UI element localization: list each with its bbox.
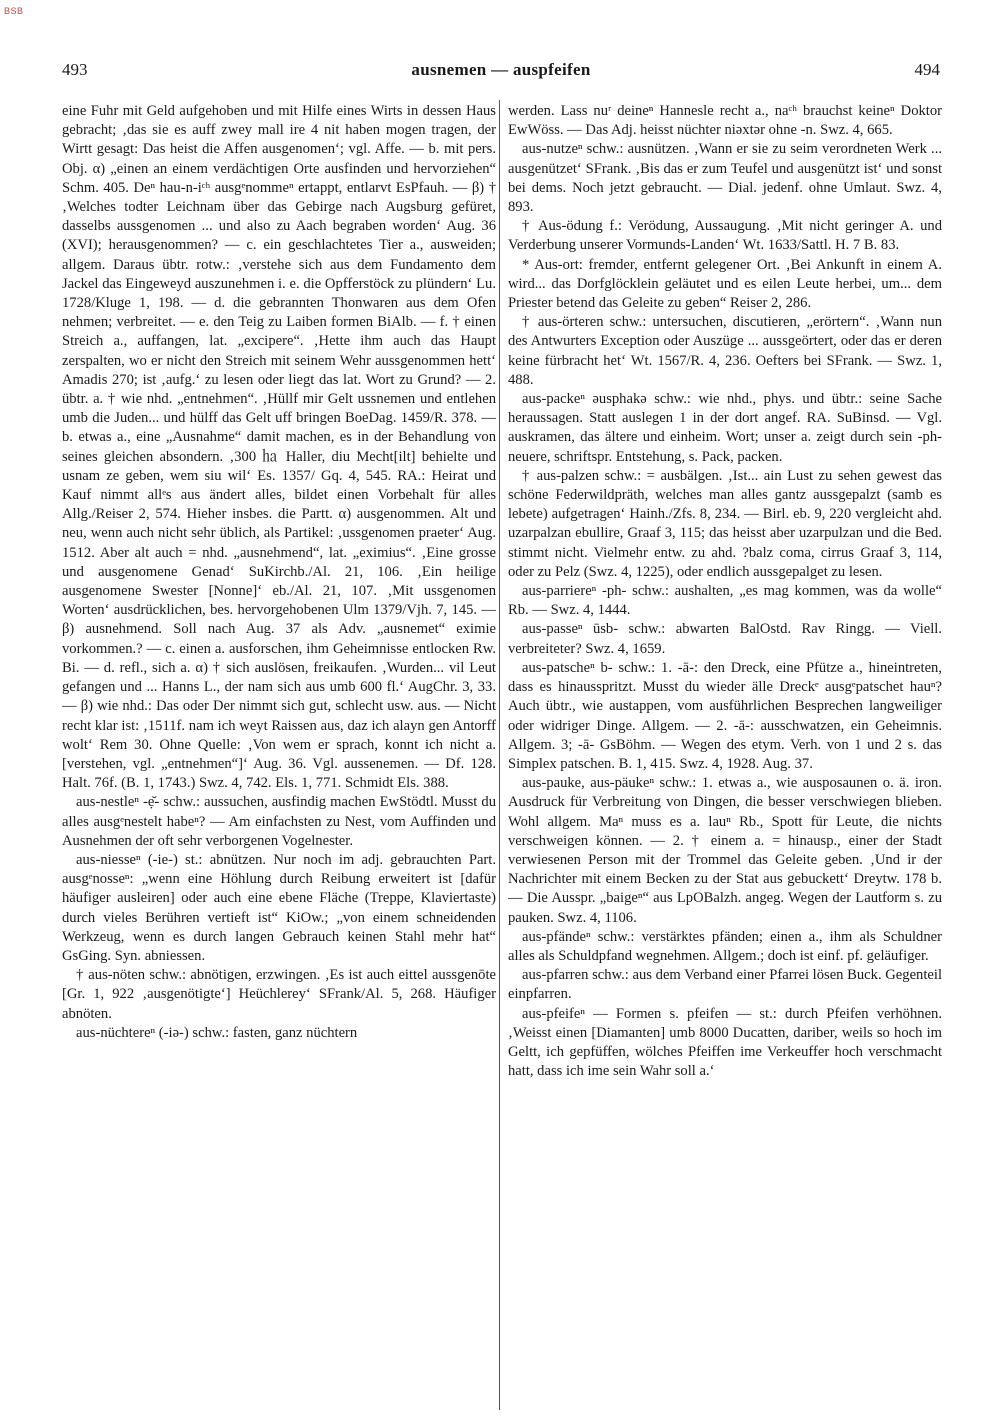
entry-paragraph: † aus-nöten schw.: abnötigen, erzwingen. ‚Es ist auch eittel aussgenōte [Gr. 1, 922 ‚ausgenötigte‘] Heüchlerey‘ SFrank/Al. 5, 268. Häufiger abnöten. — [62, 967, 496, 1022]
entry-paragraph: aus-pfarren schw.: aus dem Verband einer Pfarrei lösen Buck. Gegenteil einpfarren. — [508, 967, 942, 1003]
entry-paragraph: aus-pfändeⁿ schw.: verstärktes pfänden; einen a., ihm als Schuldner alles als Schuldpfand wegnehmen. Allgem.; doch ist einf. pf. geläufiger. — [508, 928, 942, 964]
entry-paragraph: eine Fuhr mit Geld aufgehoben und mit Hilfe eines Wirts in dessen Haus gebracht; ‚das sie es auff zwey mall ire 4 nit haben mogen tragen, der Wirtt gesagt: Das heist die Affen ausgenomen‘; vgl. Affe. — b. mit pers. Obj. α) „einen an einem verdächtigen Orte ausfinden und hervorziehen“ Schm. 405. Deⁿ hau-n-iᶜʰ ausgᵉnommeⁿ ertappt, entlarvt EsPfauh. — β) † ‚Welches todter Leichnam über das Gebirge nach Augsburg gefüret, dasselbs aussgenomen ... und also zu Aach begraben worden‘ Aug. 36 (XVI); herausgenommen? — c. ein geschlachtetes Tier a., ausweiden; allgem. Daraus übtr. rotw.: ‚verstehe sich aus dem Fundamento dem Jackel das Eingeweyd auszunehmen i. e. die Opfferstöck zu plündern‘ Lu. 1728/Kluge 1, 198. — d. die gebrannten Thonwaren aus dem Ofen nehmen; verbreitet. — e. den Teig zu Laiben formen BiAlb. — f. † einen Streich a., auffangen, lat. „excipere“. ‚Hette ihm auch das Haupt zerspalten, wo er nicht den Streich mit seinem Wehr aussgenommen hett‘ Amadis 270; ist ‚aufg.‘ zu lesen oder liegt das lat. Wort zu Grund? — 2. übtr. a. † wie nhd. „entnehmen“. ‚Hüllf mir Gelt ussnemen und entlehen umb die Juden... und hülff das Gelt uff bringen BoeDag. 1459/R. 378. — b. etwas a., eine „Ausnahme“ damit machen, es in der Behandlung von seines gleichen absondern. ‚300 ㏊ Haller, diu Mecht[ilt] behielte und usnam ze geben, wem siu wil‘ Es. 1357/ Gq. 4, 545. RA.: Heirat und Kauf nimmt allᵉs aus ändert alles, bildet einen Vorbehalt für alles Allg./Reiser 2, 574. Hieher insbes. die Partt. α) ausgenommen. Alt und neu, wenn auch nicht sehr üblich, als Partikel: ‚ussgenomen praeter‘ Aug. 1512. Aber alt auch = nhd. „ausnehmend“, lat. „eximius“. ‚Eine grosse und ausgenomene Genad‘ SuKirchb./Al. 21, 106. ‚Ein heilige ausgenomene Swester [Nonne]‘ eb./Al. 21, 107. ‚Mit ussgenomen Worten‘ ausdrücklichen, bes. hervorgehobenen Ulm 1379/Vjh. 7, 145. — β) ausnehmend. Soll nach Aug. 37 als Adv. „ausnemet“ eximie vorkommen.? — c. einen a. ausforschen, ihm Geheimnisse entlocken Rw. Bi. — d. refl., sich a. α) † sich auslösen, freikaufen. ‚Wurden... vil Leut gefangen und ... Hanns L., der nam sich aus umb 600 fl.‘ AugChr. 3, 33. — β) wie nhd.: Das oder Der nimmt sich gut, schlecht usw. aus. — Nicht recht klar ist: ‚1511f. nam ich weyt Raissen aus, daz ich alayn gen Antorff wolt‘ Rem 30. Ohne Quelle: ‚Von wem er sprach, konnt ich nicht a. [verstehen, vgl. „entnehmen“]‘ Aug. 36. Vgl. aussenemen. — Df. 128. Halt. 76f. (B. 1, 1743.) Swz. 4, 742. Els. 1, 771. Schmidt Els. 388. — [62, 103, 496, 792]
entry-paragraph: † aus-palzen schw.: = ausbälgen. ‚Ist... ain Lust zu sehen gewest das schöne Federwildpräth, welches man alles gantz aussgepalzt (samb es lebete) aufgetragen‘ Hainh./Zfs. 8, 234. — Birl. eb. 9, 220 vergleicht ahd. uzarpalzan ebullire, Graaf 3, 115; das heisst aber uzarpulzan und die Bed. stimmt nicht. Vielmehr entw. zu ahd. ?balz coma, cirrus Graaf 3, 114, oder zu Pelz (Swz. 4, 1225), oder endlich aussgepalget zu lesen. — [508, 467, 942, 580]
entry-paragraph: † Aus-ödung f.: Verödung, Aussaugung. ‚Mit nicht geringer A. und Verderbung unserer Vormunds-Landen‘ Wt. 1633/Sattl. H. 7 B. 83. — [508, 218, 942, 254]
entry-paragraph: werden. Lass nuʳ deineⁿ Hannesle recht a., naᶜʰ brauchst keineⁿ Doktor EwWöss. — Das Adj. heisst nüchter niəxtər ohne -n. Swz. 4, 665. — [508, 103, 942, 139]
entry-paragraph: * Aus-ort: fremder, entfernt gelegener Ort. ‚Bei Ankunft in einem A. wird... das Dorfglöcklein geläutet und es eilen Leute herbei, um... dem Priester betend das Geleite zu geben“ Reiser 2, 286. — [508, 256, 942, 312]
entry-paragraph: aus-nestleⁿ -ẹ̆- schw.: aussuchen, ausfindig machen EwStödtl. Musst du alles ausgᵉnestelt habeⁿ? — Am einfachsten zu Nest, vom Auffinden und Ausnehmen der oft sehr verborgenen Vogelnester. — [62, 794, 496, 849]
column-rule — [499, 100, 500, 1410]
right-column — [508, 102, 942, 1412]
page-number-left: 493 — [62, 60, 88, 79]
entry-paragraph: aus-nüchtereⁿ (-iə-) schw.: fasten, ganz nüchtern — [76, 1024, 358, 1041]
page-header — [62, 60, 940, 86]
running-head: ausnemen — auspfeifen — [411, 60, 591, 79]
library-stamp: BSB — [4, 6, 24, 16]
entry-paragraph: aus-parriereⁿ -ph- schw.: aushalten, „es mag kommen, was da wolle“ Rb. — Swz. 4, 1444. — [508, 583, 942, 619]
entry-paragraph: aus-passeⁿ ūsb- schw.: abwarten BalOstd. Rav Ringg. — Viell. verbreiteter? Swz. 4, 1659. — [508, 621, 942, 657]
entry-paragraph: aus-patscheⁿ b- schw.: 1. -ā-: den Dreck, eine Pfütze a., hineintreten, dass es hinausspritzt. Musst du wieder älle Dreckᵉ ausgᵉpatschet hauⁿ? Auch übtr., wie austappen, vom ausführlichen Besprechen langweiliger oder widriger Dinge. Allgem. — 2. -ā-: ausschwatzen, ein Geheimnis. Allgem. 3; -ā- GsBöhm. — Wegen des etym. Verh. von 1 und 2 s. das Simplex patschen. B. 1, 415. Swz. 4, 1928. Aug. 37. — [508, 659, 942, 772]
page-number-right: 494 — [914, 60, 940, 79]
left-column — [62, 102, 496, 1412]
entry-paragraph: † aus-örteren schw.: untersuchen, discutieren, „erörtern“. ‚Wann nun des Antwurters Exception oder Auszüge ... aussgeörtert, oder das er deren keine fürbracht het‘ Wt. 1567/R. 4, 236. Oefters bei SFrank. — Swz. 1, 488. — [508, 314, 942, 388]
entry-paragraph: aus-nutzeⁿ schw.: ausnützen. ‚Wann er sie zu seim verordneten Werk ... ausgenützet‘ SFrank. ‚Bis das er zum Teufel und ausgenützt ist‘ und sonst bei dems. Noch jetzt gebraucht. — Dial. jedenf. ohne Umlaut. Swz. 4, 893. — [508, 141, 942, 216]
entry-paragraph: aus-pfeifeⁿ — Formen s. pfeifen — st.: durch Pfeifen verhöhnen. ‚Weisst einen [Diamanten] umb 8000 Ducatten, dariber, weils so hoch im Geltt, ich gepfüffen, wölches Pfeiffen ime Verkeuffer hoch verschmacht hatt, dass ich ime sein Wahr soll a.‘ — [508, 1005, 942, 1080]
entry-paragraph: aus-pauke, aus-päukeⁿ schw.: 1. etwas a., wie ausposaunen o. ä. iron. Ausdruck für Verbreitung von Dingen, die besser verschwiegen blieben. Wohl allgem. Maⁿ muss es a. lauⁿ Rb., Spott für Leute, die nichts verschweigen können. — 2. † einem a. = hinausp., einer der Stadt verwiesenen Person mit der Trommel das Geleite geben. ‚Und ir der Nachrichter mit einem Becken zu der Stat aus gebuckett‘ Dreytw. 178 b. — Die Ausspr. „baigeⁿ“ aus LpOBalzh. angeg. Wegen der Lautform s. zu pauken. Swz. 4, 1106. — [508, 775, 942, 926]
entry-paragraph: aus-packeⁿ əusphakə schw.: wie nhd., phys. und übtr.: seine Sache heraussagen. Statt auslegen 1 in der dort angef. RA. SuBinsd. — Vgl. auskramen, das ältere und einheim. Wort; unser a. zeigt durch sein -ph- neuere, schriftspr. Entstehung, s. Pack, packen. — [508, 391, 942, 465]
entry-paragraph: aus-niesseⁿ (-ie-) st.: abnützen. Nur noch im adj. gebrauchten Part. ausgᵉnosseⁿ: „wenn eine Höhlung durch Reibung erweitert ist [dafür häufiger ausleiren] oder auch eine ebene Fläche (Treppe, Klaviertaste) durch vieles Berühren vertieft ist“ KiOw.; „von einem schneidenden Werkzeug, wenn es durch langen Gebrauch keinen Stahl mehr hat“ GsGing. Syn. abniessen. — [62, 851, 496, 964]
